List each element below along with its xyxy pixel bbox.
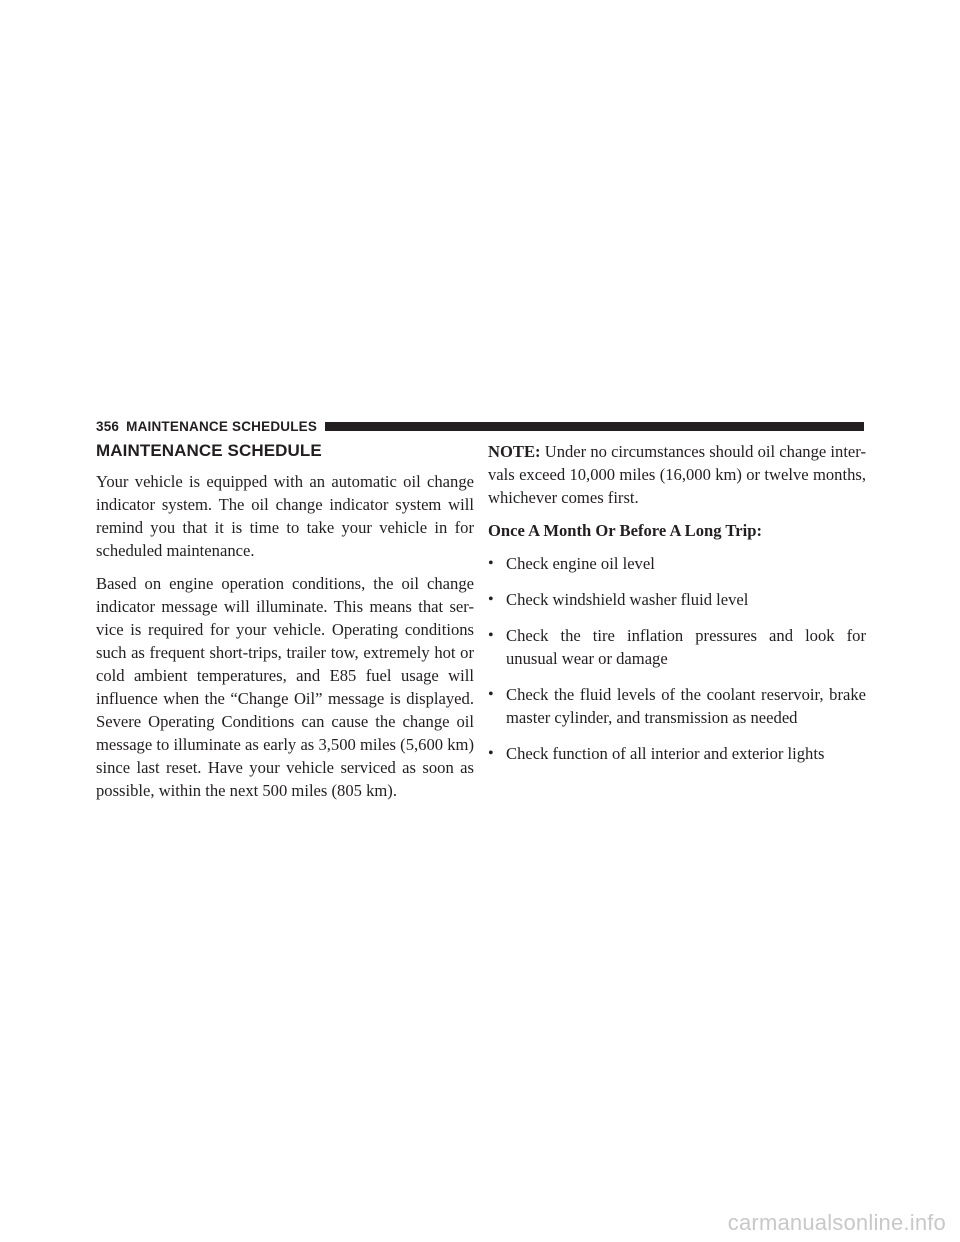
note-label: NOTE: — [488, 442, 541, 461]
right-column — [488, 440, 866, 778]
note-text: Under no circumstances should oil change inter-vals exceed 10,000 miles (16,000 km) or twelve months, whichever comes first. — [488, 442, 867, 507]
list-item — [488, 624, 866, 670]
page-number: 356 — [96, 418, 120, 434]
paragraph-conditions: Based on engine operation conditions, the oil change indicator message will illuminate. This means that ser-vice is required for your vehicle. Operating conditions such as frequent short-trips, trailer tow, extremely hot or cold ambient temperatures, and E85 fuel usage will influence when the “Change Oil” message is displayed. Severe Operating Conditions can cause the change oil message to illuminate as early as 3,500 miles (5,600 km) since last reset. Have your vehicle serviced as soon as possible, within the next 500 miles (805 km). — [96, 574, 474, 800]
list-item-text: Check windshield washer fluid level — [506, 590, 749, 609]
page-header — [96, 418, 864, 434]
header-label — [96, 419, 325, 434]
section-name: MAINTENANCE SCHEDULES — [126, 418, 318, 434]
list-item-text: Check engine oil level — [506, 554, 655, 573]
bullet-icon: • — [488, 686, 494, 703]
list-item — [488, 683, 866, 729]
list-item — [488, 742, 866, 765]
list-item-text: Check function of all interior and exterior lights — [506, 744, 825, 763]
bullet-icon: • — [488, 627, 494, 644]
paragraph-intro: Your vehicle is equipped with an automatic oil change indicator system. The oil change indicator system will remind you that it is time to take your vehicle in for scheduled maintenance. — [96, 472, 474, 560]
list-item — [488, 588, 866, 611]
list-item-text: Check the fluid levels of the coolant reservoir, brake master cylinder, and transmission as needed — [506, 685, 866, 727]
list-item — [488, 552, 866, 575]
section-title: MAINTENANCE SCHEDULE — [96, 441, 322, 460]
header-rule — [325, 422, 864, 431]
bullet-icon: • — [488, 591, 494, 608]
left-column — [96, 440, 474, 812]
checklist-heading: Once A Month Or Before A Long Trip: — [488, 521, 762, 540]
bullet-icon: • — [488, 555, 494, 572]
list-item-text: Check the tire inflation pressures and look for unusual wear or damage — [506, 626, 866, 668]
watermark: carmanualsonline.info — [727, 1210, 946, 1235]
checklist — [488, 552, 866, 765]
note-paragraph — [488, 440, 866, 509]
bullet-icon: • — [488, 745, 494, 762]
